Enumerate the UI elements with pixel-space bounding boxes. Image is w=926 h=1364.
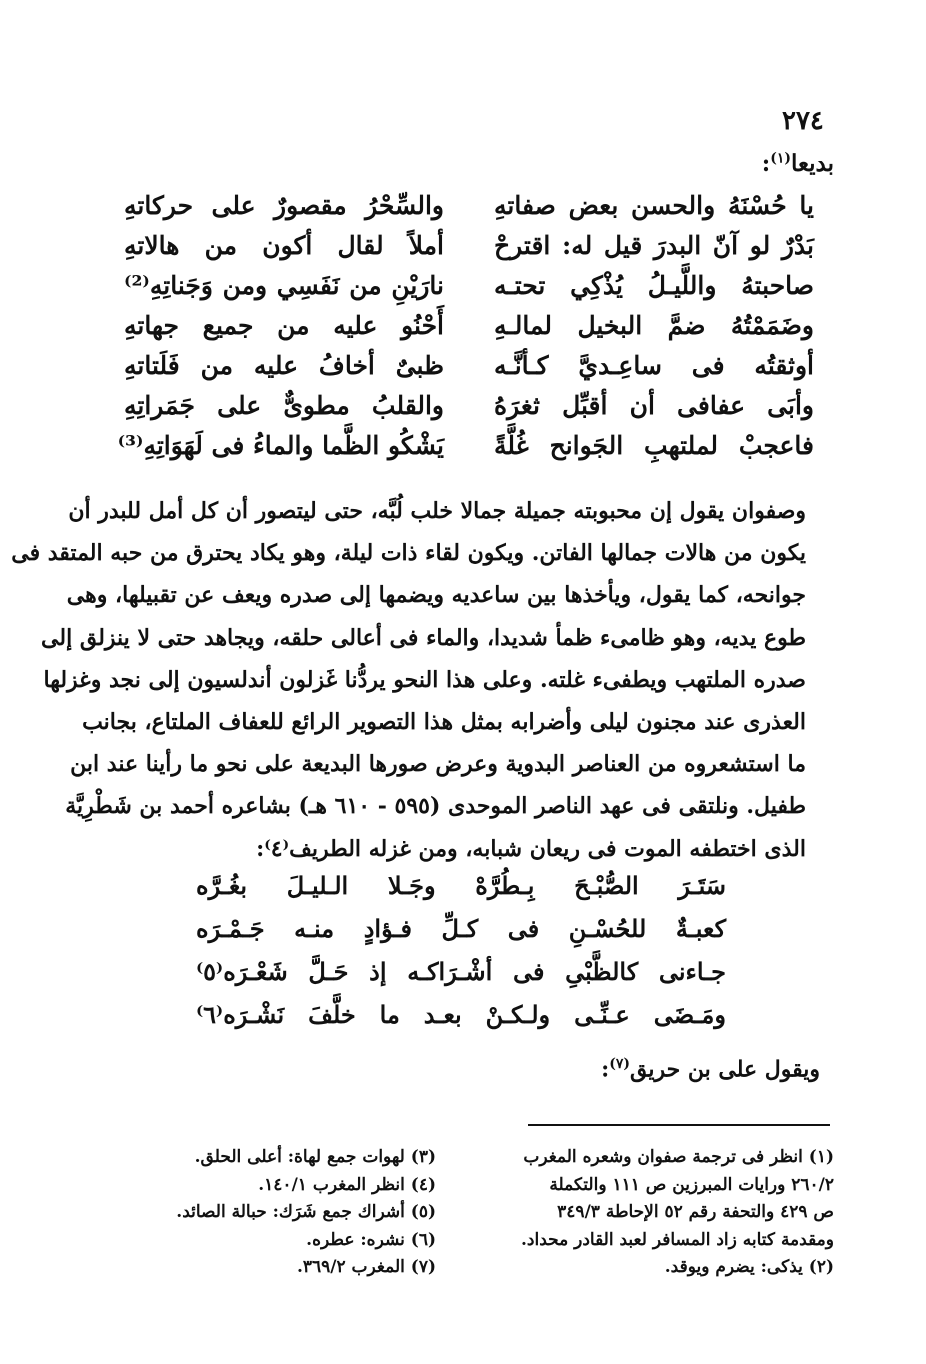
prose-line: جوانحه، كما يقول، ويأخذها بين ساعديه ويضمها إلى صدره ويعف عن تقبيلها، وهى: [66, 582, 806, 609]
poem-verse: [124, 266, 814, 306]
verse-first-hemistich: أوثقتُه فى ساعِـديَّ كـأنَّـه: [494, 351, 814, 380]
prose-line: العذرى عند مجنون ليلى وأضرابه بمثل هذا التصوير الرائع للعفاف الملتاع، بجانب: [82, 708, 806, 735]
intro-line: [762, 150, 834, 177]
prose-line: الذى اختطفه الموت فى ريعان شبابه، ومن غزله الطريف⁽٤⁾:: [256, 835, 806, 862]
verse-first-hemistich: يا حُسْنَهُ والحسن بعض صفاتهِ: [494, 191, 814, 220]
poem-line: سَتَـرَ الصُّبْـحَ بِـطُرَّهْ وجَـلا الـليـلَ بغُـرَّه: [196, 871, 726, 900]
verse-second-hemistich: نارَيْنِ من نَفَسِي ومن وَجَناتِهِ⁽²⁾: [124, 271, 444, 300]
outro-line: [601, 1056, 820, 1082]
verse-second-hemistich: ظبىٌ أخافُ عليه من فَلَتاتهِ: [124, 351, 444, 380]
footnote-line: (٣) لهوات جمع لهاة: أعلى الحلق.: [194, 1147, 436, 1167]
prose-line: وصفوان يقول إن محبوبته جميلة جمالا خلب لُبَّه، حتى ليتصور أن كل أمل للبدر أن: [68, 498, 806, 524]
footnotes-left-column: [116, 1144, 436, 1282]
footnote-line: ٢٦٠/٢ ورايات المبرزين ص ١١١ والتكملة: [549, 1174, 834, 1195]
poem-line: ومَـضَى عـنِّـى ولـكـنْ بعـد ما خلَّفَ نَشْـرَه⁽٦⁾: [196, 1000, 726, 1029]
poem-verse: [124, 306, 814, 346]
poem-line: جـاءنى كالظَّبْىِ فى أشْـرَاكـه إذ حَـلَّ شَعْـرَه⁽٥⁾: [196, 957, 726, 986]
poem-verse: [117, 426, 814, 466]
verse-first-hemistich: بَدْرٌ لو آنّ البدرَ قيل له: اقترحْ: [494, 231, 814, 260]
prose-line: طوع يديه، وهو ظامىء ظمأ شديدا، والماء فى أعالى حلقه، ويجاهد حتى لا ينزلق إلى: [41, 624, 806, 651]
outro-text: ويقول على بن حريق: [629, 1056, 820, 1083]
prose-line: ما استشعروه من العناصر البدوية وعرض صورها البديعة على نحو ما رأينا عند ابن: [70, 751, 806, 778]
footnote-mark: (٧): [609, 1056, 630, 1072]
verse-second-hemistich: يَشْكُو الظَّما والماءُ فى لَهَوَاتِهِ⁽³⁾: [117, 431, 444, 460]
poem-muwashshah: [196, 864, 726, 1036]
footnote-line: (٧) المغرب ٣٦٩/٢.: [296, 1257, 436, 1278]
verse-first-hemistich: وضَمَمْتُهُ ضمَّ البخيل لمالـهِ: [494, 311, 814, 340]
verse-first-hemistich: فاعجبْ لملتهبِ الجَوانح غُلَّةً: [494, 431, 814, 460]
footnote-line: (٤) انظر المغرب ١٤٠/١.: [258, 1174, 436, 1195]
prose-line: صدره الملتهب ويطفىء غلته. وعلى هذا النحو يردُّنا غَزلون أندلسيون إلى نجد وغزلها: [43, 666, 806, 693]
poem-verse: [124, 346, 814, 386]
footnote-line: ومقدمة كتابه زاد المسافر لعبد القادر محداد.: [520, 1229, 834, 1250]
footnote-line: (٥) أشراك جمع شَرَك: حبالة الصائد.: [176, 1202, 436, 1223]
poem-two-column: [117, 186, 814, 466]
verse-second-hemistich: والقلبُ مطوىٌّ على جَمَراتِهِ: [124, 391, 444, 420]
intro-colon: :: [761, 150, 771, 177]
footnote-mark: (١): [770, 150, 792, 167]
poem-line: كعبـةٌ للحُسْـنِ فى كـلِّ فـؤادٍ منـه جَـمْـرَه: [196, 914, 726, 943]
footnote-line: (٦) نشره: عطره.: [306, 1229, 436, 1250]
verse-second-hemistich: أملاً لقال أكون من هالاتهِ: [124, 231, 444, 260]
prose-paragraph: [11, 490, 806, 870]
poem-verse: [124, 186, 814, 226]
verse-second-hemistich: أَحْنُو عليه من جميع جهاتهِ: [124, 311, 444, 340]
footnote-line: ص ٤٢٩ والتحفة رقم ٥٢ الإحاطة ٣٤٩/٣: [557, 1202, 834, 1223]
footnotes-right-column: [488, 1144, 834, 1282]
verse-second-hemistich: والسِّحْرُ مقصورٌ على حركاتهِ: [124, 191, 444, 220]
poem-verse: [124, 226, 814, 266]
outro-colon: :: [601, 1056, 610, 1083]
footnote-line: (١) انظر فى ترجمة صفوان وشعره المغرب: [523, 1147, 834, 1167]
poem-verse: [124, 386, 814, 426]
footnote-line: (٢) يذكى: يضرم ويوقد.: [664, 1257, 834, 1278]
intro-text: بديعا: [791, 150, 834, 177]
verse-first-hemistich: وأبَى عفافى أن أقبِّل ثغرَهُ: [494, 391, 814, 420]
prose-line: يكون من هالات جمالها الفاتن. ويكون لقاء ذات ليلة، وهو يكاد يحترق من حبه المتقد فى: [11, 540, 806, 567]
verse-first-hemistich: صاحبتهُ واللَّيـلُ يُذْكِي تحتـه: [494, 271, 814, 300]
prose-line: طفيل. ونلتقى فى عهد الناصر الموحدى (٥٩٥ - ٦١٠ هـ) بشاعره أحمد بن شَطْرِيَّة: [65, 793, 806, 820]
footnote-divider: [528, 1124, 830, 1126]
page-number: ٢٧٤: [782, 106, 824, 136]
